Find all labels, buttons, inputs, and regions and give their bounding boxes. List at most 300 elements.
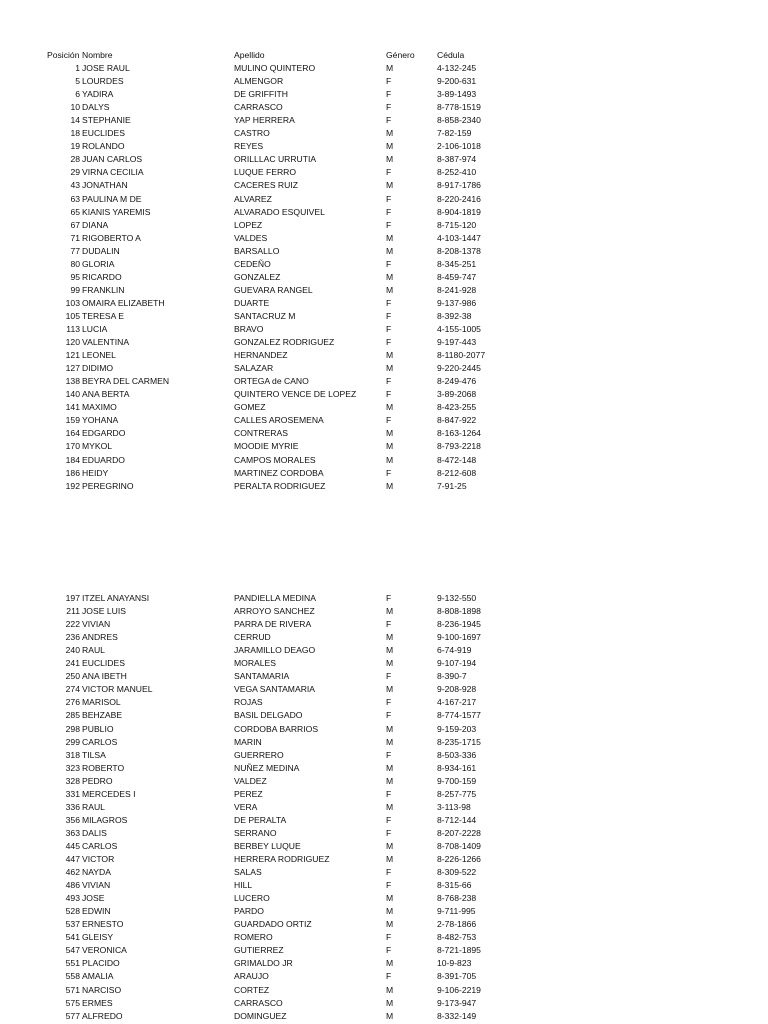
table-row: [0, 88, 768, 101]
cell-apellido: MULINO QUINTERO: [234, 63, 316, 73]
cell-cedula: 4-167-217: [437, 697, 477, 708]
cell-apellido: SANTAMARIA: [234, 671, 290, 682]
table-row: [0, 427, 768, 440]
table-row: [0, 336, 768, 349]
cell-apellido: GUTIERREZ: [234, 945, 284, 956]
cell-nombre: HEIDY: [82, 467, 109, 478]
cell-genero: M: [386, 762, 394, 773]
header-genero: Género: [386, 50, 415, 60]
cell-apellido: BARSALLO: [234, 245, 280, 256]
cell-apellido: CONTRERAS: [234, 428, 288, 439]
cell-apellido: GUEVARA RANGEL: [234, 284, 313, 295]
cell-posicion: 192: [65, 480, 80, 491]
cell-nombre: RAUL: [82, 801, 105, 812]
cell-posicion: 197: [65, 593, 80, 603]
cell-nombre: KIANIS YAREMIS: [82, 206, 151, 217]
cell-genero: F: [386, 310, 392, 321]
cell-genero: M: [386, 684, 394, 695]
cell-nombre: DUDALIN: [82, 245, 120, 256]
cell-genero: M: [386, 723, 394, 734]
cell-cedula: 9-159-203: [437, 723, 477, 734]
cell-posicion: 323: [65, 762, 80, 773]
cell-cedula: 8-391-705: [437, 971, 477, 982]
cell-apellido: CERRUD: [234, 632, 271, 643]
cell-posicion: 77: [70, 245, 80, 256]
cell-genero: M: [386, 906, 394, 917]
cell-genero: F: [386, 389, 392, 400]
cell-posicion: 138: [65, 376, 80, 387]
cell-nombre: EUCLIDES: [82, 658, 125, 669]
cell-genero: M: [386, 480, 394, 491]
cell-posicion: 285: [65, 710, 80, 721]
cell-nombre: EDWIN: [82, 906, 111, 917]
table-row: [0, 997, 768, 1010]
cell-nombre: FRANKLIN: [82, 284, 125, 295]
table-row: [0, 618, 768, 631]
cell-cedula: 7-91-25: [437, 480, 467, 491]
table-row: [0, 1010, 768, 1023]
cell-genero: M: [386, 958, 394, 969]
cell-posicion: 105: [65, 310, 80, 321]
cell-genero: F: [386, 932, 392, 943]
cell-posicion: 558: [65, 971, 80, 982]
cell-apellido: MARTINEZ CORDOBA: [234, 467, 324, 478]
cell-cedula: 9-137-986: [437, 297, 477, 308]
cell-apellido: ALVAREZ: [234, 193, 272, 204]
cell-apellido: PEREZ: [234, 788, 263, 799]
cell-posicion: 528: [65, 906, 80, 917]
table-row: [0, 696, 768, 709]
cell-cedula: 8-904-1819: [437, 206, 481, 217]
cell-nombre: TILSA: [82, 749, 106, 760]
table-row: [0, 480, 768, 493]
cell-posicion: 113: [66, 324, 80, 334]
cell-cedula: 8-212-608: [437, 467, 477, 478]
table-row: [0, 232, 768, 245]
cell-genero: F: [386, 467, 392, 478]
cell-posicion: 141: [65, 402, 80, 413]
cell-genero: F: [386, 297, 392, 308]
cell-cedula: 8-917-1786: [437, 180, 481, 191]
cell-posicion: 486: [65, 880, 80, 891]
cell-posicion: 537: [65, 919, 80, 930]
cell-apellido: CASTRO: [234, 128, 270, 139]
table-row: [0, 245, 768, 258]
table-row: [0, 323, 768, 336]
table-row: [0, 631, 768, 644]
cell-genero: M: [386, 428, 394, 439]
cell-posicion: 67: [70, 219, 80, 230]
cell-apellido: GOMEZ: [234, 402, 266, 413]
cell-posicion: 445: [65, 840, 80, 851]
cell-cedula: 8-768-238: [437, 893, 477, 904]
cell-nombre: MARISOL: [82, 697, 121, 708]
table-row: [0, 206, 768, 219]
cell-genero: M: [386, 658, 394, 669]
cell-cedula: 9-106-2219: [437, 984, 481, 995]
cell-posicion: 241: [65, 658, 80, 669]
cell-genero: F: [386, 337, 392, 348]
cell-genero: F: [386, 814, 392, 825]
cell-genero: F: [386, 324, 392, 334]
table-row: [0, 709, 768, 722]
table-row: [0, 957, 768, 970]
cell-nombre: CARLOS: [82, 736, 118, 747]
table-row: [0, 984, 768, 997]
cell-apellido: QUINTERO VENCE DE LOPEZ: [234, 389, 357, 400]
cell-nombre: ITZEL ANAYANSI: [82, 593, 150, 603]
cell-posicion: 6: [75, 89, 80, 100]
cell-genero: F: [386, 76, 392, 87]
table-row: [0, 931, 768, 944]
cell-nombre: ANDRES: [82, 632, 118, 643]
cell-cedula: 8-459-747: [437, 271, 477, 282]
table-row: [0, 362, 768, 375]
cell-posicion: 10: [70, 102, 80, 113]
cell-genero: M: [386, 854, 394, 864]
cell-posicion: 121: [65, 350, 80, 361]
cell-apellido: CORDOBA BARRIOS: [234, 723, 319, 734]
cell-nombre: VICTOR: [82, 854, 115, 864]
table-row: [0, 375, 768, 388]
cell-genero: M: [386, 997, 394, 1008]
cell-apellido: BERBEY LUQUE: [234, 840, 301, 851]
cell-genero: M: [386, 606, 394, 617]
cell-posicion: 120: [65, 337, 80, 348]
cell-genero: M: [386, 284, 394, 295]
cell-cedula: 8-252-410: [437, 167, 477, 178]
cell-genero: F: [386, 415, 392, 426]
cell-apellido: HERRERA RODRIGUEZ: [234, 854, 330, 864]
cell-nombre: DALYS: [82, 102, 110, 113]
cell-apellido: ORTEGA de CANO: [234, 376, 309, 387]
cell-posicion: 18: [70, 128, 80, 139]
table-row: [0, 284, 768, 297]
cell-nombre: JUAN CARLOS: [82, 154, 143, 165]
cell-apellido: CALLES AROSEMENA: [234, 415, 324, 426]
cell-cedula: 8-163-1264: [437, 428, 481, 439]
cell-apellido: GRIMALDO JR: [234, 958, 293, 969]
cell-cedula: 4-103-1447: [437, 232, 481, 243]
cell-genero: M: [386, 363, 394, 374]
cell-apellido: LUQUE FERRO: [234, 167, 297, 178]
cell-apellido: GUERRERO: [234, 749, 284, 760]
cell-cedula: 8-249-476: [437, 376, 477, 387]
cell-nombre: PEDRO: [82, 775, 113, 786]
cell-cedula: 8-257-775: [437, 788, 477, 799]
cell-nombre: PUBLIO: [82, 723, 114, 734]
cell-cedula: 9-711-995: [437, 906, 476, 917]
cell-posicion: 298: [65, 723, 80, 734]
cell-apellido: MOODIE MYRIE: [234, 441, 299, 452]
cell-genero: F: [386, 697, 392, 708]
cell-genero: F: [386, 880, 392, 891]
cell-posicion: 328: [65, 775, 80, 786]
cell-posicion: 250: [65, 671, 80, 682]
cell-nombre: VIVIAN: [82, 880, 111, 891]
cell-nombre: JONATHAN: [82, 180, 128, 191]
cell-apellido: VALDEZ: [234, 775, 267, 786]
table-row: [0, 788, 768, 801]
cell-genero: F: [386, 167, 392, 178]
cell-genero: F: [386, 258, 392, 269]
cell-genero: M: [386, 63, 394, 73]
cell-nombre: JOSE LUIS: [82, 606, 126, 617]
cell-apellido: GUARDADO ORTIZ: [234, 919, 312, 930]
cell-cedula: 8-858-2340: [437, 115, 481, 126]
table-row: [0, 892, 768, 905]
cell-apellido: LUCERO: [234, 893, 270, 904]
cell-nombre: DIDIMO: [82, 363, 114, 374]
cell-genero: F: [386, 867, 392, 878]
cell-nombre: ANA IBETH: [82, 671, 127, 682]
table-row: [0, 193, 768, 206]
cell-posicion: 577: [65, 1010, 80, 1021]
cell-nombre: DALIS: [82, 827, 107, 838]
cell-nombre: NAYDA: [82, 867, 111, 878]
cell-cedula: 9-208-928: [437, 684, 477, 695]
table-row: [0, 866, 768, 879]
cell-apellido: REYES: [234, 141, 264, 152]
cell-posicion: 159: [65, 415, 80, 426]
cell-posicion: 447: [65, 854, 80, 864]
cell-apellido: SERRANO: [234, 827, 277, 838]
cell-cedula: 2-106-1018: [437, 141, 481, 152]
cell-nombre: MILAGROS: [82, 814, 128, 825]
cell-nombre: VERONICA: [82, 945, 127, 956]
cell-posicion: 462: [65, 867, 80, 878]
cell-cedula: 8-387-974: [437, 154, 477, 165]
cell-posicion: 29: [70, 167, 80, 178]
cell-nombre: DIANA: [82, 219, 109, 230]
cell-cedula: 8-332-149: [437, 1010, 477, 1021]
cell-apellido: LOPEZ: [234, 219, 263, 230]
table-row: [0, 219, 768, 232]
table-row: [0, 670, 768, 683]
cell-apellido: ROJAS: [234, 697, 263, 708]
cell-apellido: ROMERO: [234, 932, 273, 943]
cell-genero: F: [386, 619, 392, 630]
cell-posicion: 127: [65, 363, 80, 374]
cell-genero: F: [386, 827, 392, 838]
cell-nombre: STEPHANIE: [82, 115, 131, 126]
cell-posicion: 103: [65, 297, 80, 308]
cell-cedula: 8-241-928: [437, 284, 477, 295]
cell-apellido: VERA: [234, 801, 258, 812]
table-row: [0, 853, 768, 866]
cell-genero: M: [386, 984, 394, 995]
table-row: [0, 905, 768, 918]
cell-genero: F: [386, 749, 392, 760]
table-row: [0, 101, 768, 114]
cell-nombre: CARLOS: [82, 840, 118, 851]
cell-cedula: 8-808-1898: [437, 606, 481, 617]
table-row: [0, 271, 768, 284]
cell-cedula: 9-700-159: [437, 775, 477, 786]
cell-genero: F: [386, 206, 392, 217]
cell-posicion: 571: [65, 984, 80, 995]
cell-posicion: 186: [65, 467, 80, 478]
cell-apellido: MARIN: [234, 736, 262, 747]
cell-apellido: CARRASCO: [234, 997, 283, 1008]
cell-nombre: BEHZABE: [82, 710, 123, 721]
cell-posicion: 493: [65, 893, 80, 904]
cell-nombre: GLORIA: [82, 258, 115, 269]
cell-cedula: 2-78-1866: [437, 919, 477, 930]
cell-cedula: 8-390-7: [437, 671, 467, 682]
cell-apellido: CARRASCO: [234, 102, 283, 113]
cell-cedula: 8-309-522: [437, 867, 477, 878]
cell-nombre: ROLANDO: [82, 141, 125, 152]
table-row: [0, 970, 768, 983]
table-row: [0, 440, 768, 453]
cell-nombre: TERESA E: [82, 310, 125, 321]
table-row: [0, 414, 768, 427]
cell-genero: M: [386, 128, 394, 139]
cell-genero: M: [386, 402, 394, 413]
table-row: [0, 166, 768, 179]
cell-nombre: AMALIA: [82, 971, 114, 982]
table-row: [0, 801, 768, 814]
cell-cedula: 8-721-1895: [437, 945, 481, 956]
cell-posicion: 19: [70, 141, 80, 152]
cell-apellido: PERALTA RODRIGUEZ: [234, 480, 326, 491]
cell-apellido: HILL: [234, 880, 253, 891]
cell-cedula: 8-1180-2077: [437, 350, 486, 361]
cell-apellido: GONZALEZ RODRIGUEZ: [234, 337, 335, 348]
cell-nombre: VIVIAN: [82, 619, 111, 630]
cell-posicion: 541: [65, 932, 80, 943]
cell-genero: F: [386, 193, 392, 204]
cell-cedula: 9-107-194: [437, 658, 477, 669]
cell-genero: M: [386, 180, 394, 191]
cell-posicion: 331: [65, 788, 80, 799]
cell-genero: F: [386, 971, 392, 982]
cell-nombre: JOSE: [82, 893, 105, 904]
cell-cedula: 10-9-823: [437, 958, 472, 969]
cell-cedula: 6-74-919: [437, 645, 472, 656]
cell-apellido: PANDIELLA MEDINA: [234, 593, 316, 603]
table-row: [0, 349, 768, 362]
table-row: [0, 592, 768, 605]
cell-posicion: 140: [65, 389, 80, 400]
cell-cedula: 8-220-2416: [437, 193, 481, 204]
cell-nombre: PEREGRINO: [82, 480, 134, 491]
cell-apellido: ALVARADO ESQUIVEL: [234, 206, 325, 217]
cell-genero: M: [386, 919, 394, 930]
cell-nombre: JOSE RAUL: [82, 63, 130, 73]
table-row: [0, 736, 768, 749]
cell-posicion: 5: [75, 76, 80, 87]
header-nombre: Nombre: [82, 50, 113, 60]
table-row: [0, 840, 768, 853]
cell-apellido: MORALES: [234, 658, 277, 669]
cell-genero: M: [386, 893, 394, 904]
cell-genero: M: [386, 232, 394, 243]
table-row: [0, 75, 768, 88]
cell-nombre: BEYRA DEL CARMEN: [82, 376, 170, 387]
cell-cedula: 8-503-336: [437, 749, 477, 760]
cell-genero: F: [386, 710, 392, 721]
cell-posicion: 336: [65, 801, 80, 812]
table-row: [0, 723, 768, 736]
cell-nombre: RIGOBERTO A: [82, 232, 141, 243]
cell-genero: M: [386, 775, 394, 786]
cell-nombre: ALFREDO: [82, 1010, 123, 1021]
cell-apellido: GONZALEZ: [234, 271, 281, 282]
cell-apellido: BASIL DELGADO: [234, 710, 303, 721]
table-row: [0, 62, 768, 75]
cell-genero: M: [386, 454, 394, 465]
table-row: [0, 454, 768, 467]
cell-apellido: ARROYO SANCHEZ: [234, 606, 315, 617]
cell-nombre: NARCISO: [82, 984, 122, 995]
cell-genero: M: [386, 736, 394, 747]
cell-nombre: EDGARDO: [82, 428, 126, 439]
cell-cedula: 8-712-144: [437, 814, 477, 825]
cell-genero: M: [386, 271, 394, 282]
cell-cedula: 8-778-1519: [437, 102, 481, 113]
table-row: [0, 762, 768, 775]
table-row: [0, 749, 768, 762]
cell-apellido: YAP HERRERA: [234, 115, 295, 126]
header-cedula: Cédula: [437, 50, 465, 60]
cell-nombre: ANA BERTA: [82, 389, 130, 400]
cell-apellido: PARRA DE RIVERA: [234, 619, 312, 630]
cell-genero: M: [386, 1010, 394, 1021]
cell-posicion: 575: [65, 997, 80, 1008]
cell-posicion: 1: [75, 63, 80, 73]
cell-genero: M: [386, 141, 394, 152]
cell-cedula: 8-235-1715: [437, 736, 481, 747]
cell-apellido: SANTACRUZ M: [234, 310, 296, 321]
table-row: [0, 879, 768, 892]
cell-posicion: 299: [65, 736, 80, 747]
cell-nombre: VICTOR MANUEL: [82, 684, 153, 695]
cell-cedula: 8-423-255: [437, 402, 477, 413]
cell-cedula: 7-82-159: [437, 128, 472, 139]
table-row: [0, 827, 768, 840]
cell-cedula: 3-113-98: [437, 801, 471, 812]
table-row: [0, 644, 768, 657]
cell-cedula: 9-100-1697: [437, 632, 481, 643]
cell-cedula: 8-793-2218: [437, 441, 481, 452]
cell-nombre: MERCEDES I: [82, 788, 136, 799]
cell-posicion: 222: [65, 619, 80, 630]
cell-apellido: VALDES: [234, 232, 268, 243]
cell-apellido: CORTEZ: [234, 984, 270, 995]
cell-nombre: YOHANA: [82, 415, 119, 426]
table-row: [0, 127, 768, 140]
cell-genero: M: [386, 441, 394, 452]
cell-nombre: PLACIDO: [82, 958, 120, 969]
table-row: [0, 814, 768, 827]
cell-cedula: 8-482-753: [437, 932, 477, 943]
cell-apellido: DUARTE: [234, 297, 270, 308]
cell-apellido: DE PERALTA: [234, 814, 287, 825]
cell-posicion: 356: [65, 814, 80, 825]
cell-genero: F: [386, 219, 392, 230]
cell-cedula: 8-774-1577: [437, 710, 481, 721]
cell-cedula: 8-392-38: [437, 310, 472, 321]
cell-posicion: 99: [70, 284, 80, 295]
table-row: [0, 114, 768, 127]
cell-nombre: LUCIA: [82, 324, 108, 334]
cell-cedula: 8-715-120: [437, 219, 477, 230]
cell-apellido: ALMENGOR: [234, 76, 284, 87]
cell-cedula: 8-345-251: [437, 258, 477, 269]
cell-cedula: 9-200-631: [437, 76, 477, 87]
